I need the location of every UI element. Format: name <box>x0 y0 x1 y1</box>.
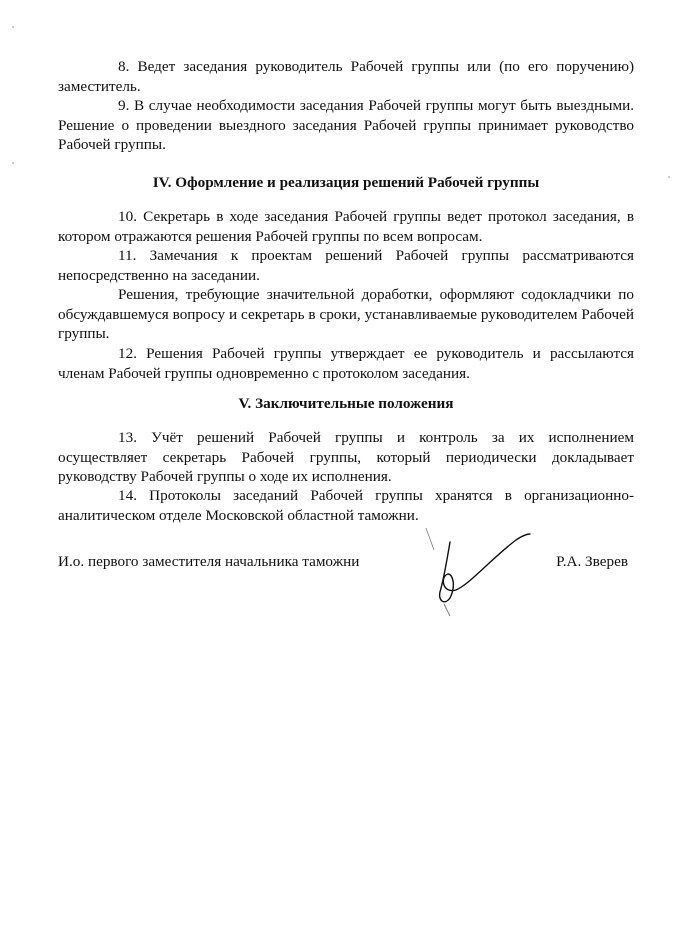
section-iv-heading: IV. Оформление и реализация решений Рабочей группы <box>152 174 540 191</box>
handwritten-signature-icon <box>420 520 540 625</box>
paragraph-12: 12. Решения Рабочей группы утверждает ее руководитель и рассылаются членам Рабочей группы одновременно с протоколом заседания. <box>58 345 634 382</box>
paragraph-11: 11. Замечания к проектам решений Рабочей группы рассматриваются непосредственно на заседании. <box>58 247 634 284</box>
scan-speck <box>668 176 670 178</box>
paragraph-10: 10. Секретарь в ходе заседания Рабочей группы ведет протокол заседания, в котором отражаются решения Рабочей группы по всем вопросам. <box>58 208 634 245</box>
signatory-title: И.о. первого заместителя начальника таможни <box>58 553 360 570</box>
paragraph-13: 13. Учёт решений Рабочей группы и контроль за их исполнением осуществляет секретарь Рабочей группы, который периодически докладывает руководству Рабочей группы о ходе их исполнения. <box>58 429 634 485</box>
signature-line <box>58 551 634 573</box>
section-v-heading: V. Заключительные положения <box>238 395 454 412</box>
signatory-name: Р.А. Зверев <box>556 553 628 570</box>
scan-speck <box>12 162 14 164</box>
paragraph-11-continued: Решения, требующие значительной доработки, оформляют содокладчики по обсуждавшемуся вопросу и секретарь в сроки, устанавливаемые руководителем Рабочей группы. <box>58 286 634 342</box>
scan-speck <box>12 26 14 28</box>
paragraph-9: 9. В случае необходимости заседания Рабочей группы могут быть выездными. Решение о проведении выездного заседания Рабочей группы принимает руководство Рабочей группы. <box>58 97 634 153</box>
paragraph-8: 8. Ведет заседания руководитель Рабочей группы или (по его поручению) заместитель. <box>58 58 634 95</box>
paragraph-14: 14. Протоколы заседаний Рабочей группы хранятся в организационно-аналитическом отделе Московской областной таможни. <box>58 487 634 524</box>
